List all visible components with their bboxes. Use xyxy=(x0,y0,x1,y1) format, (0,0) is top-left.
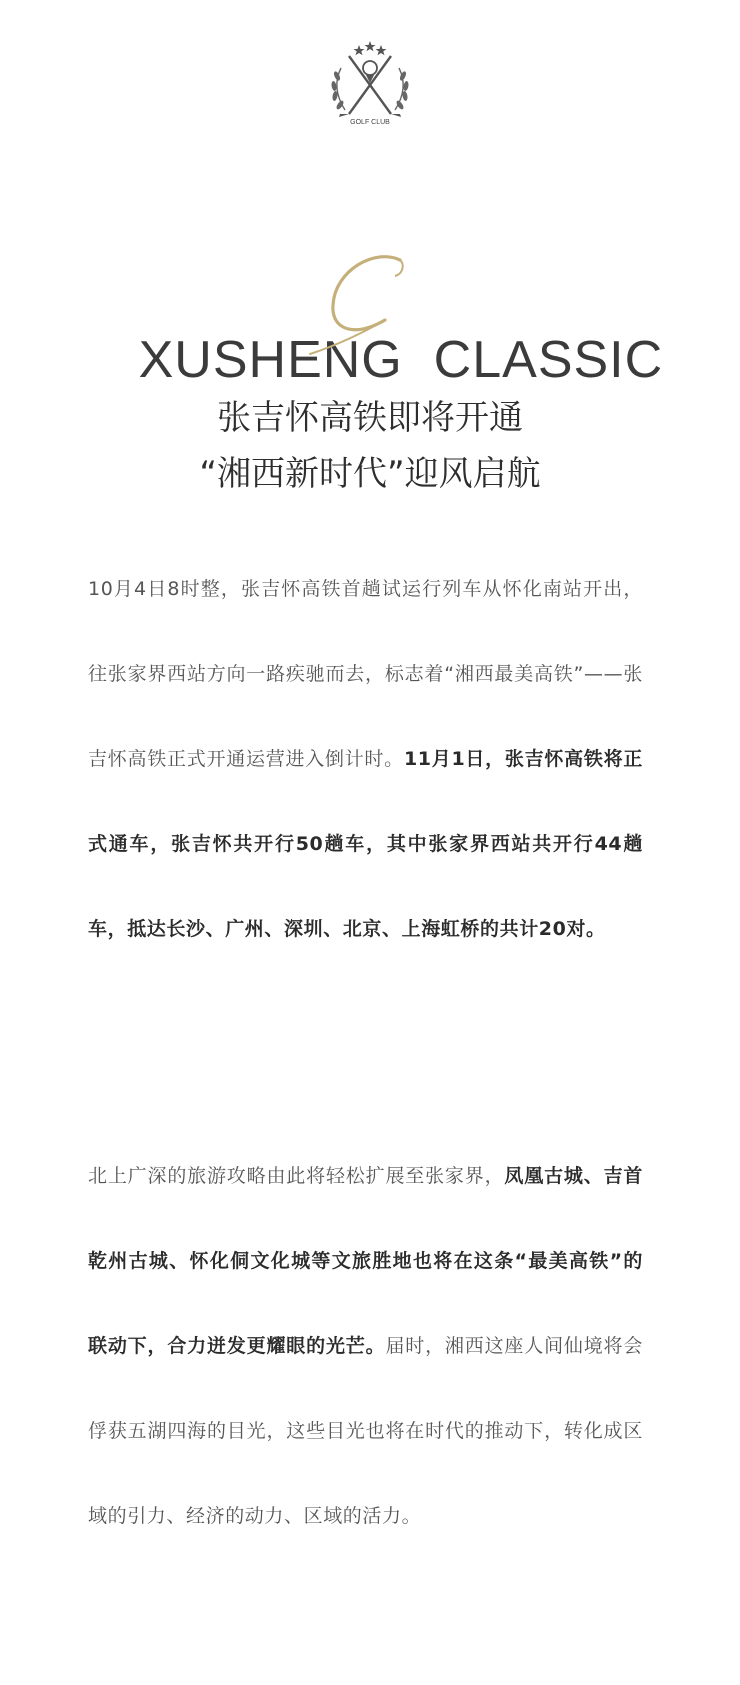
article-paragraph-2 xyxy=(88,1134,643,1559)
brand-wordmark xyxy=(0,250,740,389)
brand-left-word: XUSHENG xyxy=(138,331,403,389)
headline-line-1: 张吉怀高铁即将开通 xyxy=(217,398,523,438)
headline-line-2: “湘西新时代”迎风启航 xyxy=(199,454,541,494)
gold-script-c-icon xyxy=(305,250,435,360)
headline xyxy=(0,390,740,502)
paragraph-2-highlight: 凤凰古城、吉首乾州古城、怀化侗文化城等文旅胜地也将在这条“最美高铁”的联动下，合力迸发更耀眼的光芒。 xyxy=(88,1165,643,1357)
brand-right-word: CLASSIC xyxy=(433,331,664,389)
article-paragraph-1 xyxy=(88,547,643,972)
golf-club-logo xyxy=(0,38,740,128)
golf-emblem-icon xyxy=(315,38,425,128)
paragraph-2-text-end: 届时，湘西这座人间仙境将会俘获五湖四海的目光，这些目光也将在时代的推动下，转化成区域的引力、经济的动力、区域的活力。 xyxy=(88,1335,643,1527)
paragraph-1-highlight: 11月1日，张吉怀高铁将正式通车，张吉怀共开行50趟车，其中张家界西站共开行44趟车，抵达长沙、广州、深圳、北京、上海虹桥的共计20对。 xyxy=(88,748,643,940)
paragraph-2-text-start: 北上广深的旅游攻略由此将轻松扩展至张家界， xyxy=(88,1165,505,1187)
paragraph-1-text: 10月4日8时整，张吉怀高铁首趟试运行列车从怀化南站开出，往张家界西站方向一路疾驰而去，标志着“湘西最美高铁”——张吉怀高铁正式开通运营进入倒计时。 xyxy=(88,578,643,770)
golf-club-caption: GOLF CLUB xyxy=(350,119,390,126)
